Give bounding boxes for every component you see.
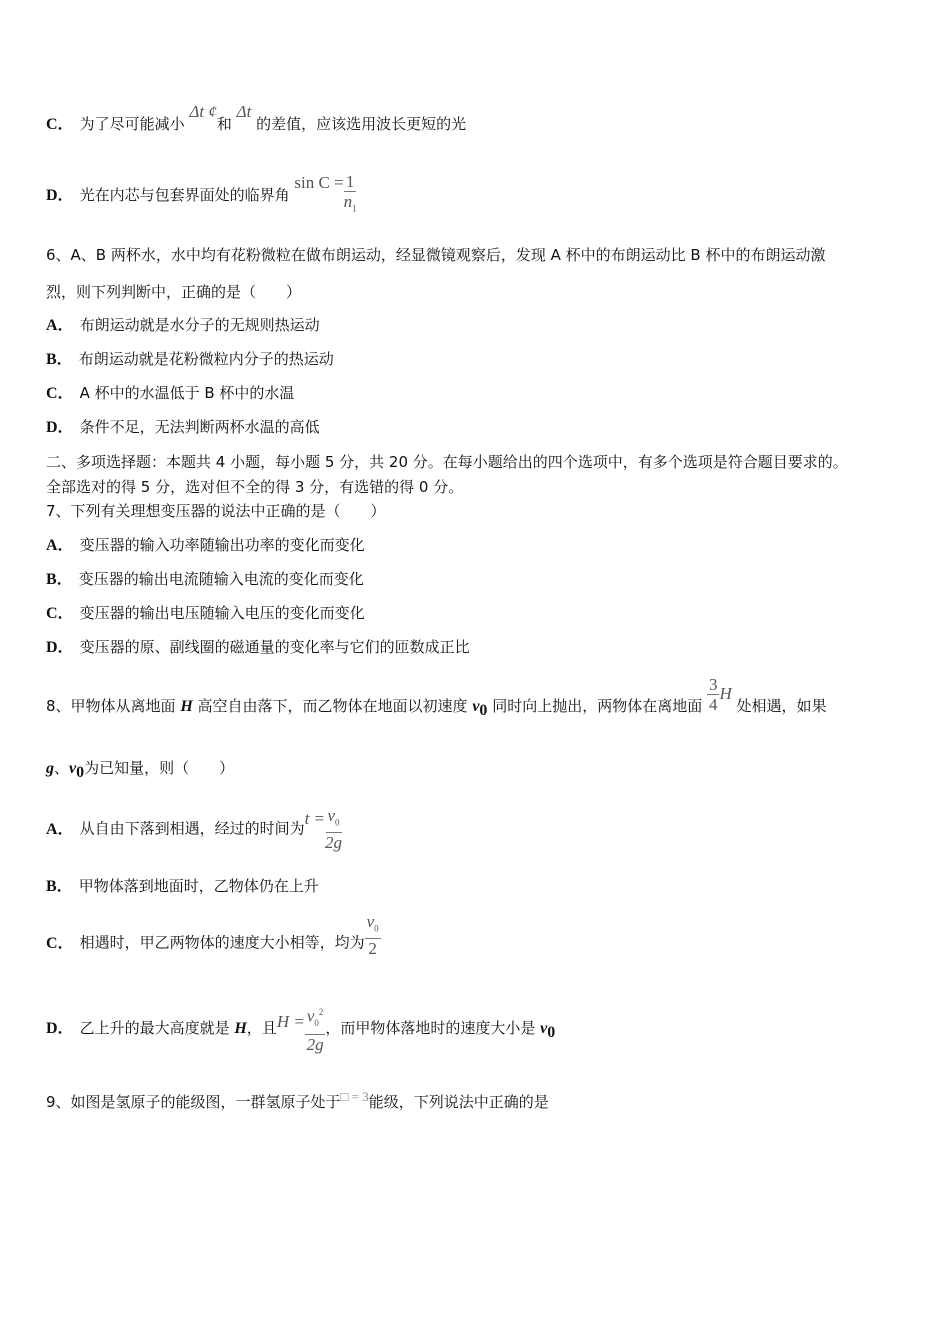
q6-option-d	[46, 417, 320, 438]
stem-text: 同时向上抛出，两物体在离地面	[487, 697, 703, 715]
q6-stem-line2: 烈，则下列判断中，正确的是（ ）	[46, 283, 302, 301]
q8-stem	[46, 675, 827, 733]
formula-lhs: H =	[276, 1012, 305, 1031]
formula-delta-t-prime: Δt ¢	[189, 102, 217, 121]
q9-stem	[46, 1089, 549, 1113]
option-text: 布朗运动就是水分子的无规则热运动	[79, 316, 320, 334]
q5-option-c	[46, 102, 467, 135]
stem-text: 高空自由落下，而乙物体在地面以初速度	[192, 697, 473, 715]
formula-n-equals-3: □ = 3	[340, 1089, 369, 1104]
numerator: 1	[345, 172, 355, 192]
var-v0: v	[540, 1020, 548, 1037]
option-text: 布朗运动就是花粉微粒内分子的热运动	[78, 350, 334, 368]
option-letter: B．	[46, 878, 73, 895]
superscript: 2	[318, 1007, 324, 1018]
q7-option-b	[46, 569, 364, 590]
option-letter: A．	[46, 820, 74, 838]
var-H: H	[719, 684, 732, 703]
q8-option-d	[46, 1000, 555, 1061]
option-letter: C．	[46, 605, 74, 622]
option-text: 光在内芯与包套界面处的临界角	[79, 186, 290, 204]
option-text: ，而甲物体落地时的速度大小是	[325, 1019, 541, 1037]
section2-heading-line1: 二、多项选择题：本题共 4 小题，每小题 5 分，共 20 分。在每小题给出的四个选项中，有多个选项是符合题目要求的。	[46, 453, 848, 471]
separator: 、	[54, 759, 70, 777]
var-v0: v	[69, 760, 77, 777]
option-text: 变压器的原、副线圈的磁通量的变化率与它们的匝数成正比	[79, 638, 470, 656]
option-letter: A．	[46, 317, 74, 334]
formula-delta-t: Δt	[236, 102, 252, 121]
option-letter: A．	[46, 537, 74, 554]
q5-option-d	[46, 172, 357, 219]
q6-option-b	[46, 349, 334, 370]
fraction-3-4	[707, 675, 720, 714]
subscript: 0	[314, 1018, 319, 1029]
option-text: ，且	[246, 1019, 277, 1037]
numerator: v	[327, 806, 336, 825]
stem-text: 能级，下列说法中正确的是	[368, 1093, 549, 1111]
q8-option-b	[46, 876, 319, 897]
q8-option-a	[46, 806, 342, 852]
option-text: 和	[216, 115, 232, 133]
option-text: 条件不足，无法判断两杯水温的高低	[79, 418, 320, 436]
option-text: 变压器的输出电压随输入电压的变化而变化	[79, 604, 365, 622]
var-v0: v	[472, 698, 480, 715]
formula-lhs: sin C =	[294, 173, 344, 192]
formula-lhs: t =	[304, 808, 326, 828]
subscript: 1	[352, 203, 357, 214]
q7-stem: 7、下列有关理想变压器的说法中正确的是（ ）	[46, 502, 386, 520]
denominator: 2g	[306, 1034, 324, 1054]
option-letter: C．	[46, 385, 74, 402]
subscript: 0	[76, 764, 85, 781]
option-letter: B．	[46, 351, 73, 368]
option-letter: D．	[46, 419, 74, 436]
option-letter: C．	[46, 116, 74, 133]
option-letter: B．	[46, 571, 73, 588]
denominator: 2g	[325, 833, 343, 853]
numerator: 3	[708, 675, 718, 694]
subscript: 0	[374, 923, 379, 934]
q7-option-a	[46, 535, 365, 556]
option-text: 的差值，应该选用波长更短的光	[256, 115, 467, 133]
option-text: 变压器的输出电流随输入电流的变化而变化	[78, 570, 364, 588]
denominator: n	[343, 192, 353, 212]
numerator: v	[366, 912, 375, 931]
var-H: H	[234, 1020, 247, 1037]
subscript: 0	[479, 702, 488, 719]
option-text: 变压器的输入功率随输出功率的变化而变化	[79, 536, 365, 554]
q8-option-c	[46, 912, 381, 966]
stem-text: 为已知量，则（ ）	[84, 759, 235, 777]
option-text: 为了尽可能减小	[79, 115, 185, 133]
option-text: 乙上升的最大高度就是	[79, 1019, 235, 1037]
denominator: 2	[368, 939, 377, 959]
stem-text: 9、如图是氢原子的能级图，一群氢原子处于	[46, 1093, 341, 1111]
option-letter: C．	[46, 934, 74, 952]
q8-stem-line2	[46, 758, 234, 783]
option-letter: D．	[46, 1020, 74, 1037]
q7-option-d	[46, 637, 470, 658]
subscript: 0	[335, 817, 340, 828]
stem-text: 8、甲物体从离地面	[46, 697, 181, 715]
var-H: H	[180, 698, 193, 715]
q6-option-c	[46, 383, 294, 404]
option-letter: D．	[46, 187, 74, 204]
option-text: A 杯中的水温低于 B 杯中的水温	[79, 384, 295, 402]
section2-heading-line2: 全部选对的得 5 分，选对但不全的得 3 分，有选错的得 0 分。	[46, 478, 464, 496]
fraction	[325, 806, 342, 852]
fraction	[344, 172, 357, 218]
q7-option-c	[46, 603, 365, 624]
option-letter: D．	[46, 639, 74, 656]
option-text: 甲物体落到地面时，乙物体仍在上升	[78, 877, 319, 895]
denominator: 4	[708, 695, 718, 714]
q6-stem-line1: 6、A、B 两杯水，水中均有花粉微粒在做布朗运动，经显微镜观察后，发现 A 杯中的布朗运动比 B 杯中的布朗运动激	[46, 246, 826, 264]
numerator: v	[306, 1007, 315, 1027]
fraction	[305, 1003, 326, 1053]
option-text: 从自由下落到相遇，经过的时间为	[79, 819, 305, 838]
var-g: g	[46, 760, 54, 777]
stem-text: 处相遇，如果	[731, 697, 827, 715]
fraction	[365, 912, 381, 958]
option-text: 相遇时，甲乙两物体的速度大小相等，均为	[79, 933, 365, 952]
q6-option-a	[46, 315, 320, 336]
subscript: 0	[547, 1024, 556, 1041]
